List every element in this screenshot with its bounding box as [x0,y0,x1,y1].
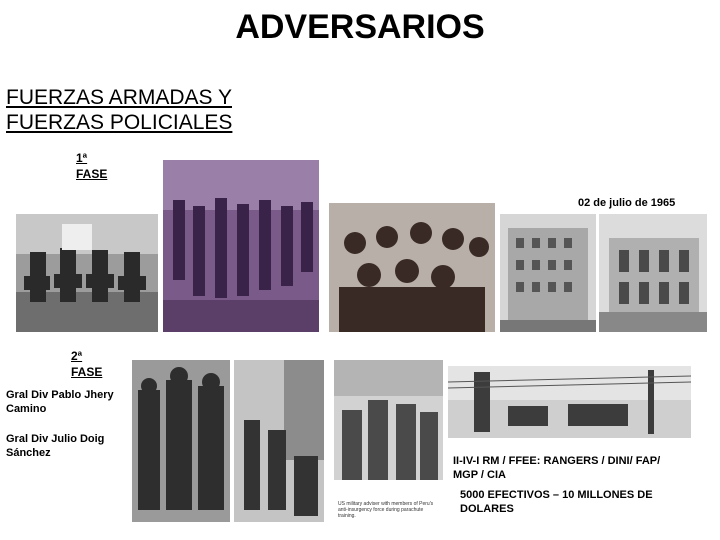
photo-paratroopers [334,360,443,522]
photo-cavalry-parade [163,160,319,332]
general-1 [6,388,114,416]
general-1-line-1: Gral Div Pablo Jhery [6,389,114,401]
strength-line-2: DOLARES [460,503,514,515]
photo-caption: US military adviser with members of Peru's anti-insurgency force during parachute training. [338,501,434,519]
units-line-1: II-IV-I RM / FFEE: RANGERS / DINI/ FAP/ [453,455,661,467]
photo-landscape-explosion [448,366,691,438]
units-text [453,454,660,482]
phase-2-label [71,348,102,380]
photo-building-left [500,214,596,332]
general-2-line-1: Gral Div Julio Doig [6,433,105,445]
subtitle-line-1: FUERZAS ARMADAS Y [6,86,232,109]
photo-soldiers-marching [132,360,230,522]
photo-building-right [599,214,707,332]
photo-officers-group [329,203,495,332]
strength-line-1: 5000 EFECTIVOS – 10 MILLONES DE [460,489,653,501]
units-line-2: MGP / CIA [453,469,506,481]
subtitle-line-2: FUERZAS POLICIALES [6,111,233,134]
phase-1-word: FASE [76,167,108,181]
phase-1-label [76,150,107,182]
photo-mounted-police [16,214,158,332]
phase-2-number: 2ª [71,349,83,363]
phase-1-date: 02 de julio de 1965 [578,197,676,209]
photo-street-troops [234,360,324,522]
phase-2-word: FASE [71,365,103,379]
general-2-line-2: Sánchez [6,447,51,459]
general-2 [6,432,104,460]
phase-1-number: 1ª [76,151,88,165]
strength-text [460,488,653,516]
slide-title: ADVERSARIOS [235,8,485,46]
general-1-line-2: Camino [6,403,47,415]
subtitle [6,85,232,135]
